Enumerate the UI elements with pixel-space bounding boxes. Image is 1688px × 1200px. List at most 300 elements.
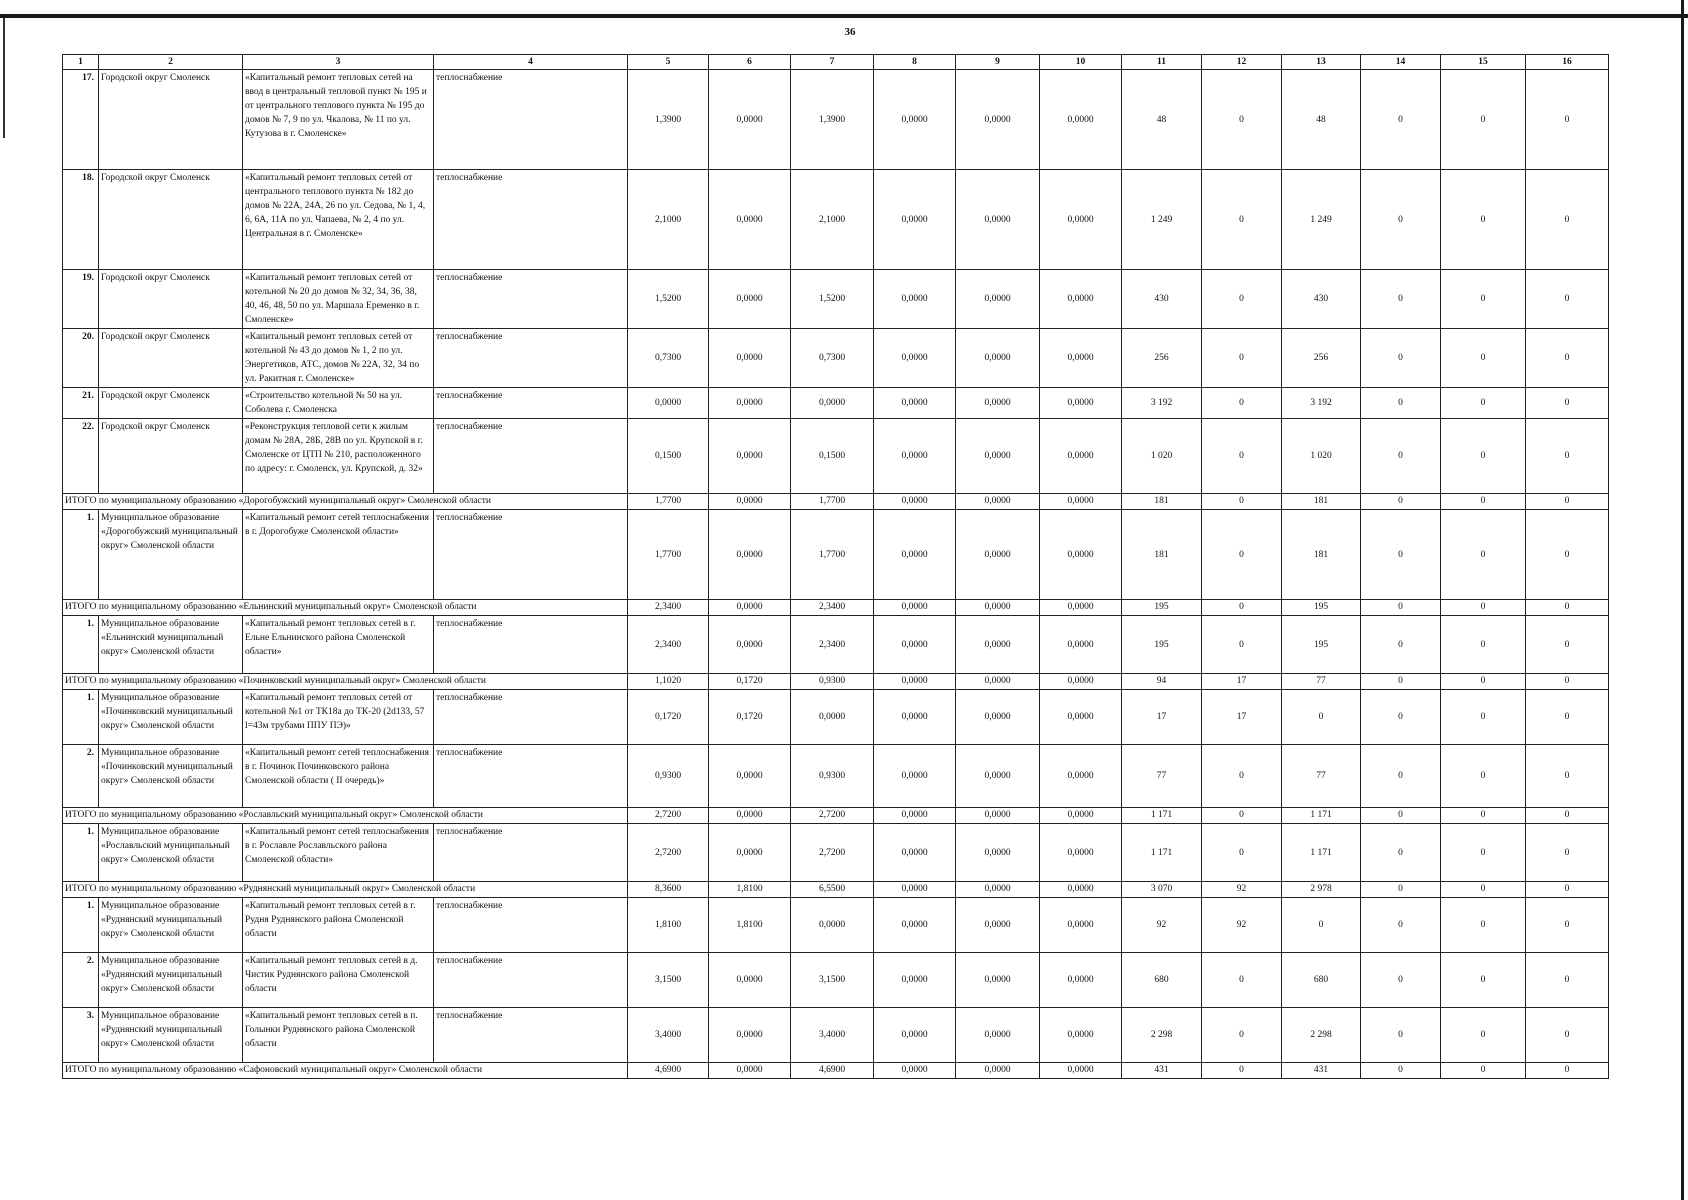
column-header-6: 6 bbox=[709, 55, 791, 70]
object-description-cell: «Капитальный ремонт сетей теплоснабжения в г. Рославле Рославльского района Смоленской области» bbox=[243, 824, 434, 882]
value-cell-col-10: 0,0000 bbox=[1040, 745, 1122, 808]
value-cell-col-11: 77 bbox=[1122, 745, 1202, 808]
value-cell-col-16: 0 bbox=[1526, 674, 1609, 690]
table-row bbox=[63, 898, 1609, 953]
value-cell-col-9: 0,0000 bbox=[956, 270, 1040, 329]
object-description-cell: «Капитальный ремонт тепловых сетей в д. Чистик Руднянского района Смоленской области bbox=[243, 953, 434, 1008]
value-cell-col-6: 0,0000 bbox=[709, 1008, 791, 1063]
table-row bbox=[63, 388, 1609, 419]
total-label: ИТОГО по муниципальному образованию «Ельнинский муниципальный округ» Смоленской области bbox=[63, 600, 628, 616]
value-cell-col-10: 0,0000 bbox=[1040, 70, 1122, 170]
value-cell-col-15: 0 bbox=[1441, 953, 1526, 1008]
value-cell-col-12: 0 bbox=[1202, 270, 1282, 329]
value-cell-col-12: 92 bbox=[1202, 882, 1282, 898]
value-cell-col-5: 4,6900 bbox=[628, 1063, 709, 1079]
value-cell-col-11: 430 bbox=[1122, 270, 1202, 329]
column-header-4: 4 bbox=[434, 55, 628, 70]
value-cell-col-5: 0,0000 bbox=[628, 388, 709, 419]
value-cell-col-14: 0 bbox=[1361, 494, 1441, 510]
value-cell-col-15: 0 bbox=[1441, 898, 1526, 953]
value-cell-col-7: 1,3900 bbox=[791, 70, 874, 170]
value-cell-col-12: 0 bbox=[1202, 510, 1282, 600]
value-cell-col-6: 0,0000 bbox=[709, 329, 791, 388]
column-header-3: 3 bbox=[243, 55, 434, 70]
value-cell-col-5: 8,3600 bbox=[628, 882, 709, 898]
total-label: ИТОГО по муниципальному образованию «Рославльский муниципальный округ» Смоленской области bbox=[63, 808, 628, 824]
value-cell-col-11: 1 020 bbox=[1122, 419, 1202, 494]
table-row bbox=[63, 953, 1609, 1008]
value-cell-col-15: 0 bbox=[1441, 808, 1526, 824]
value-cell-col-9: 0,0000 bbox=[956, 882, 1040, 898]
value-cell-col-11: 181 bbox=[1122, 494, 1202, 510]
row-number: 1. bbox=[63, 510, 99, 600]
column-header-5: 5 bbox=[628, 55, 709, 70]
value-cell-col-13: 181 bbox=[1282, 510, 1361, 600]
scan-top-border bbox=[0, 14, 1688, 18]
value-cell-col-7: 1,7700 bbox=[791, 494, 874, 510]
value-cell-col-9: 0,0000 bbox=[956, 1008, 1040, 1063]
value-cell-col-6: 0,0000 bbox=[709, 616, 791, 674]
total-label: ИТОГО по муниципальному образованию «Руднянский муниципальный округ» Смоленской области bbox=[63, 882, 628, 898]
value-cell-col-5: 0,7300 bbox=[628, 329, 709, 388]
value-cell-col-11: 3 070 bbox=[1122, 882, 1202, 898]
value-cell-col-10: 0,0000 bbox=[1040, 616, 1122, 674]
value-cell-col-6: 0,0000 bbox=[709, 419, 791, 494]
value-cell-col-6: 0,0000 bbox=[709, 600, 791, 616]
value-cell-col-13: 195 bbox=[1282, 616, 1361, 674]
value-cell-col-12: 0 bbox=[1202, 1008, 1282, 1063]
category-cell: теплоснабжение bbox=[434, 270, 628, 329]
value-cell-col-5: 2,3400 bbox=[628, 600, 709, 616]
value-cell-col-10: 0,0000 bbox=[1040, 674, 1122, 690]
value-cell-col-13: 2 978 bbox=[1282, 882, 1361, 898]
value-cell-col-9: 0,0000 bbox=[956, 824, 1040, 882]
value-cell-col-15: 0 bbox=[1441, 329, 1526, 388]
value-cell-col-10: 0,0000 bbox=[1040, 170, 1122, 270]
object-description-cell: «Строительство котельной № 50 на ул. Соболева г. Смоленска bbox=[243, 388, 434, 419]
value-cell-col-7: 0,9300 bbox=[791, 745, 874, 808]
value-cell-col-14: 0 bbox=[1361, 600, 1441, 616]
column-header-1: 1 bbox=[63, 55, 99, 70]
value-cell-col-6: 0,0000 bbox=[709, 953, 791, 1008]
column-header-2: 2 bbox=[99, 55, 243, 70]
value-cell-col-13: 1 249 bbox=[1282, 170, 1361, 270]
total-label: ИТОГО по муниципальному образованию «Дорогобужский муниципальный округ» Смоленской области bbox=[63, 494, 628, 510]
table-row bbox=[63, 329, 1609, 388]
value-cell-col-16: 0 bbox=[1526, 510, 1609, 600]
value-cell-col-8: 0,0000 bbox=[874, 898, 956, 953]
object-description-cell: «Капитальный ремонт тепловых сетей в п. Голынки Руднянского района Смоленской области bbox=[243, 1008, 434, 1063]
category-cell: теплоснабжение bbox=[434, 510, 628, 600]
value-cell-col-8: 0,0000 bbox=[874, 270, 956, 329]
value-cell-col-16: 0 bbox=[1526, 824, 1609, 882]
value-cell-col-9: 0,0000 bbox=[956, 898, 1040, 953]
value-cell-col-13: 2 298 bbox=[1282, 1008, 1361, 1063]
value-cell-col-14: 0 bbox=[1361, 824, 1441, 882]
value-cell-col-16: 0 bbox=[1526, 494, 1609, 510]
value-cell-col-13: 0 bbox=[1282, 898, 1361, 953]
value-cell-col-13: 430 bbox=[1282, 270, 1361, 329]
value-cell-col-11: 48 bbox=[1122, 70, 1202, 170]
table-row bbox=[63, 170, 1609, 270]
value-cell-col-9: 0,0000 bbox=[956, 70, 1040, 170]
municipality-cell: Городской округ Смоленск bbox=[99, 388, 243, 419]
value-cell-col-13: 1 171 bbox=[1282, 808, 1361, 824]
value-cell-col-16: 0 bbox=[1526, 600, 1609, 616]
data-table bbox=[62, 54, 1609, 1079]
value-cell-col-6: 0,0000 bbox=[709, 510, 791, 600]
value-cell-col-14: 0 bbox=[1361, 1008, 1441, 1063]
total-label: ИТОГО по муниципальному образованию «Сафоновский муниципальный округ» Смоленской области bbox=[63, 1063, 628, 1079]
value-cell-col-11: 1 171 bbox=[1122, 808, 1202, 824]
table-row bbox=[63, 824, 1609, 882]
value-cell-col-12: 0 bbox=[1202, 419, 1282, 494]
category-cell: теплоснабжение bbox=[434, 419, 628, 494]
value-cell-col-14: 0 bbox=[1361, 882, 1441, 898]
value-cell-col-14: 0 bbox=[1361, 388, 1441, 419]
value-cell-col-5: 1,3900 bbox=[628, 70, 709, 170]
value-cell-col-14: 0 bbox=[1361, 70, 1441, 170]
value-cell-col-5: 0,1500 bbox=[628, 419, 709, 494]
value-cell-col-8: 0,0000 bbox=[874, 674, 956, 690]
value-cell-col-5: 1,5200 bbox=[628, 270, 709, 329]
value-cell-col-14: 0 bbox=[1361, 808, 1441, 824]
column-header-9: 9 bbox=[956, 55, 1040, 70]
value-cell-col-10: 0,0000 bbox=[1040, 808, 1122, 824]
value-cell-col-16: 0 bbox=[1526, 270, 1609, 329]
value-cell-col-9: 0,0000 bbox=[956, 510, 1040, 600]
table-row bbox=[63, 419, 1609, 494]
value-cell-col-11: 92 bbox=[1122, 898, 1202, 953]
value-cell-col-7: 2,7200 bbox=[791, 824, 874, 882]
value-cell-col-5: 3,1500 bbox=[628, 953, 709, 1008]
value-cell-col-16: 0 bbox=[1526, 898, 1609, 953]
category-cell: теплоснабжение bbox=[434, 70, 628, 170]
object-description-cell: «Реконструкция тепловой сети к жилым домам № 28А, 28Б, 28В по ул. Крупской в г. Смоленске от ЦТП № 210, расположенного по адресу: г. Смоленск, ул. Крупской, д. 32» bbox=[243, 419, 434, 494]
value-cell-col-8: 0,0000 bbox=[874, 882, 956, 898]
value-cell-col-10: 0,0000 bbox=[1040, 329, 1122, 388]
value-cell-col-5: 1,7700 bbox=[628, 510, 709, 600]
value-cell-col-14: 0 bbox=[1361, 674, 1441, 690]
value-cell-col-11: 195 bbox=[1122, 616, 1202, 674]
municipality-cell: Городской округ Смоленск bbox=[99, 270, 243, 329]
table-row bbox=[63, 270, 1609, 329]
value-cell-col-5: 2,7200 bbox=[628, 824, 709, 882]
value-cell-col-13: 1 020 bbox=[1282, 419, 1361, 494]
category-cell: теплоснабжение bbox=[434, 745, 628, 808]
category-cell: теплоснабжение bbox=[434, 953, 628, 1008]
value-cell-col-11: 17 bbox=[1122, 690, 1202, 745]
value-cell-col-6: 1,8100 bbox=[709, 882, 791, 898]
value-cell-col-5: 2,3400 bbox=[628, 616, 709, 674]
municipality-cell: Муниципальное образование «Руднянский муниципальный округ» Смоленской области bbox=[99, 953, 243, 1008]
municipality-cell: Городской округ Смоленск bbox=[99, 419, 243, 494]
value-cell-col-15: 0 bbox=[1441, 170, 1526, 270]
total-row bbox=[63, 808, 1609, 824]
category-cell: теплоснабжение bbox=[434, 388, 628, 419]
value-cell-col-13: 0 bbox=[1282, 690, 1361, 745]
value-cell-col-8: 0,0000 bbox=[874, 419, 956, 494]
value-cell-col-11: 431 bbox=[1122, 1063, 1202, 1079]
value-cell-col-8: 0,0000 bbox=[874, 1008, 956, 1063]
value-cell-col-11: 1 249 bbox=[1122, 170, 1202, 270]
row-number: 1. bbox=[63, 898, 99, 953]
value-cell-col-14: 0 bbox=[1361, 329, 1441, 388]
value-cell-col-14: 0 bbox=[1361, 170, 1441, 270]
value-cell-col-6: 0,0000 bbox=[709, 70, 791, 170]
total-row bbox=[63, 494, 1609, 510]
value-cell-col-13: 48 bbox=[1282, 70, 1361, 170]
municipality-cell: Муниципальное образование «Руднянский муниципальный округ» Смоленской области bbox=[99, 1008, 243, 1063]
row-number: 21. bbox=[63, 388, 99, 419]
table-row bbox=[63, 70, 1609, 170]
value-cell-col-16: 0 bbox=[1526, 1008, 1609, 1063]
value-cell-col-9: 0,0000 bbox=[956, 690, 1040, 745]
object-description-cell: «Капитальный ремонт тепловых сетей от центрального теплового пункта № 182 до домов № 22А, 24А, 26 по ул. Седова, № 1, 4, 6, 6А, 11А по ул. Чапаева, № 2, 4 по ул. Центральная в г. Смоленске» bbox=[243, 170, 434, 270]
municipality-cell: Городской округ Смоленск bbox=[99, 329, 243, 388]
value-cell-col-7: 6,5500 bbox=[791, 882, 874, 898]
value-cell-col-6: 0,0000 bbox=[709, 388, 791, 419]
value-cell-col-5: 1,7700 bbox=[628, 494, 709, 510]
value-cell-col-6: 0,0000 bbox=[709, 745, 791, 808]
value-cell-col-12: 0 bbox=[1202, 600, 1282, 616]
object-description-cell: «Капитальный ремонт тепловых сетей в г. Рудня Руднянского района Смоленской области bbox=[243, 898, 434, 953]
category-cell: теплоснабжение bbox=[434, 690, 628, 745]
page-number: 36 bbox=[844, 26, 856, 38]
value-cell-col-12: 0 bbox=[1202, 824, 1282, 882]
value-cell-col-15: 0 bbox=[1441, 882, 1526, 898]
municipality-cell: Муниципальное образование «Починковский муниципальный округ» Смоленской области bbox=[99, 745, 243, 808]
value-cell-col-10: 0,0000 bbox=[1040, 898, 1122, 953]
scan-right-border bbox=[1681, 0, 1684, 1200]
value-cell-col-7: 0,7300 bbox=[791, 329, 874, 388]
value-cell-col-16: 0 bbox=[1526, 616, 1609, 674]
municipality-cell: Городской округ Смоленск bbox=[99, 70, 243, 170]
value-cell-col-16: 0 bbox=[1526, 690, 1609, 745]
value-cell-col-9: 0,0000 bbox=[956, 170, 1040, 270]
value-cell-col-13: 181 bbox=[1282, 494, 1361, 510]
row-number: 2. bbox=[63, 953, 99, 1008]
value-cell-col-8: 0,0000 bbox=[874, 510, 956, 600]
value-cell-col-11: 3 192 bbox=[1122, 388, 1202, 419]
value-cell-col-14: 0 bbox=[1361, 745, 1441, 808]
value-cell-col-12: 0 bbox=[1202, 616, 1282, 674]
municipality-cell: Муниципальное образование «Дорогобужский муниципальный округ» Смоленской области bbox=[99, 510, 243, 600]
value-cell-col-15: 0 bbox=[1441, 1008, 1526, 1063]
value-cell-col-13: 77 bbox=[1282, 674, 1361, 690]
value-cell-col-11: 181 bbox=[1122, 510, 1202, 600]
value-cell-col-15: 0 bbox=[1441, 270, 1526, 329]
value-cell-col-15: 0 bbox=[1441, 616, 1526, 674]
value-cell-col-11: 680 bbox=[1122, 953, 1202, 1008]
value-cell-col-6: 0,0000 bbox=[709, 1063, 791, 1079]
value-cell-col-7: 0,0000 bbox=[791, 898, 874, 953]
value-cell-col-12: 0 bbox=[1202, 388, 1282, 419]
value-cell-col-15: 0 bbox=[1441, 494, 1526, 510]
value-cell-col-12: 92 bbox=[1202, 898, 1282, 953]
value-cell-col-8: 0,0000 bbox=[874, 1063, 956, 1079]
value-cell-col-10: 0,0000 bbox=[1040, 388, 1122, 419]
object-description-cell: «Капитальный ремонт тепловых сетей на ввод в центральный тепловой пункт № 195 и от центрального теплового пункта № 195 до домов № 7, 9 по ул. Чкалова, № 11 по ул. Кутузова в г. Смоленске» bbox=[243, 70, 434, 170]
column-header-11: 11 bbox=[1122, 55, 1202, 70]
category-cell: теплоснабжение bbox=[434, 1008, 628, 1063]
value-cell-col-7: 2,1000 bbox=[791, 170, 874, 270]
row-number: 22. bbox=[63, 419, 99, 494]
value-cell-col-15: 0 bbox=[1441, 70, 1526, 170]
value-cell-col-12: 0 bbox=[1202, 170, 1282, 270]
value-cell-col-7: 3,1500 bbox=[791, 953, 874, 1008]
total-label: ИТОГО по муниципальному образованию «Починковский муниципальный округ» Смоленской области bbox=[63, 674, 628, 690]
object-description-cell: «Капитальный ремонт тепловых сетей в г. Ельне Ельнинского района Смоленской области» bbox=[243, 616, 434, 674]
municipality-cell: Муниципальное образование «Ельнинский муниципальный округ» Смоленской области bbox=[99, 616, 243, 674]
value-cell-col-8: 0,0000 bbox=[874, 170, 956, 270]
value-cell-col-14: 0 bbox=[1361, 270, 1441, 329]
value-cell-col-8: 0,0000 bbox=[874, 690, 956, 745]
value-cell-col-16: 0 bbox=[1526, 70, 1609, 170]
value-cell-col-7: 0,0000 bbox=[791, 690, 874, 745]
row-number: 2. bbox=[63, 745, 99, 808]
value-cell-col-6: 0,1720 bbox=[709, 690, 791, 745]
value-cell-col-14: 0 bbox=[1361, 510, 1441, 600]
object-description-cell: «Капитальный ремонт сетей теплоснабжения в г. Дорогобуже Смоленской области» bbox=[243, 510, 434, 600]
value-cell-col-6: 0,0000 bbox=[709, 170, 791, 270]
value-cell-col-8: 0,0000 bbox=[874, 494, 956, 510]
value-cell-col-10: 0,0000 bbox=[1040, 510, 1122, 600]
object-description-cell: «Капитальный ремонт сетей теплоснабжения в г. Починок Починковского района Смоленской области ( II очередь)» bbox=[243, 745, 434, 808]
value-cell-col-16: 0 bbox=[1526, 808, 1609, 824]
value-cell-col-15: 0 bbox=[1441, 1063, 1526, 1079]
row-number: 19. bbox=[63, 270, 99, 329]
row-number: 1. bbox=[63, 616, 99, 674]
scan-left-border bbox=[3, 18, 5, 138]
value-cell-col-15: 0 bbox=[1441, 824, 1526, 882]
object-description-cell: «Капитальный ремонт тепловых сетей от котельной № 20 до домов № 32, 34, 36, 38, 40, 46, 48, 50 по ул. Маршала Еременко в г. Смоленске» bbox=[243, 270, 434, 329]
value-cell-col-15: 0 bbox=[1441, 600, 1526, 616]
municipality-cell: Муниципальное образование «Починковский муниципальный округ» Смоленской области bbox=[99, 690, 243, 745]
value-cell-col-8: 0,0000 bbox=[874, 388, 956, 419]
value-cell-col-13: 256 bbox=[1282, 329, 1361, 388]
column-header-13: 13 bbox=[1282, 55, 1361, 70]
value-cell-col-8: 0,0000 bbox=[874, 808, 956, 824]
value-cell-col-7: 0,1500 bbox=[791, 419, 874, 494]
value-cell-col-14: 0 bbox=[1361, 1063, 1441, 1079]
object-description-cell: «Капитальный ремонт тепловых сетей от котельной №1 от ТК18а до ТК-20 (2d133, 57 l=43м трубами ППУ ПЭ)» bbox=[243, 690, 434, 745]
value-cell-col-9: 0,0000 bbox=[956, 600, 1040, 616]
table-row bbox=[63, 616, 1609, 674]
municipality-cell: Муниципальное образование «Руднянский муниципальный округ» Смоленской области bbox=[99, 898, 243, 953]
value-cell-col-7: 0,9300 bbox=[791, 674, 874, 690]
value-cell-col-14: 0 bbox=[1361, 616, 1441, 674]
value-cell-col-9: 0,0000 bbox=[956, 616, 1040, 674]
value-cell-col-14: 0 bbox=[1361, 419, 1441, 494]
value-cell-col-10: 0,0000 bbox=[1040, 690, 1122, 745]
category-cell: теплоснабжение bbox=[434, 898, 628, 953]
value-cell-col-6: 0,0000 bbox=[709, 824, 791, 882]
value-cell-col-11: 2 298 bbox=[1122, 1008, 1202, 1063]
category-cell: теплоснабжение bbox=[434, 329, 628, 388]
value-cell-col-14: 0 bbox=[1361, 953, 1441, 1008]
value-cell-col-12: 0 bbox=[1202, 953, 1282, 1008]
value-cell-col-7: 2,3400 bbox=[791, 600, 874, 616]
value-cell-col-9: 0,0000 bbox=[956, 953, 1040, 1008]
value-cell-col-16: 0 bbox=[1526, 419, 1609, 494]
row-number: 1. bbox=[63, 690, 99, 745]
value-cell-col-12: 0 bbox=[1202, 745, 1282, 808]
value-cell-col-5: 1,8100 bbox=[628, 898, 709, 953]
value-cell-col-12: 0 bbox=[1202, 494, 1282, 510]
column-header-7: 7 bbox=[791, 55, 874, 70]
table-row bbox=[63, 745, 1609, 808]
value-cell-col-7: 1,7700 bbox=[791, 510, 874, 600]
column-header-10: 10 bbox=[1040, 55, 1122, 70]
value-cell-col-12: 0 bbox=[1202, 1063, 1282, 1079]
value-cell-col-5: 2,7200 bbox=[628, 808, 709, 824]
value-cell-col-8: 0,0000 bbox=[874, 824, 956, 882]
value-cell-col-12: 17 bbox=[1202, 674, 1282, 690]
value-cell-col-10: 0,0000 bbox=[1040, 1063, 1122, 1079]
value-cell-col-15: 0 bbox=[1441, 690, 1526, 745]
value-cell-col-9: 0,0000 bbox=[956, 1063, 1040, 1079]
category-cell: теплоснабжение bbox=[434, 616, 628, 674]
value-cell-col-15: 0 bbox=[1441, 419, 1526, 494]
value-cell-col-8: 0,0000 bbox=[874, 953, 956, 1008]
value-cell-col-10: 0,0000 bbox=[1040, 494, 1122, 510]
total-row bbox=[63, 600, 1609, 616]
value-cell-col-5: 0,9300 bbox=[628, 745, 709, 808]
row-number: 20. bbox=[63, 329, 99, 388]
value-cell-col-12: 17 bbox=[1202, 690, 1282, 745]
value-cell-col-13: 3 192 bbox=[1282, 388, 1361, 419]
value-cell-col-8: 0,0000 bbox=[874, 745, 956, 808]
value-cell-col-11: 195 bbox=[1122, 600, 1202, 616]
column-header-8: 8 bbox=[874, 55, 956, 70]
municipality-cell: Муниципальное образование «Рославльский муниципальный округ» Смоленской области bbox=[99, 824, 243, 882]
value-cell-col-9: 0,0000 bbox=[956, 419, 1040, 494]
table-row bbox=[63, 1008, 1609, 1063]
category-cell: теплоснабжение bbox=[434, 170, 628, 270]
value-cell-col-7: 0,0000 bbox=[791, 388, 874, 419]
column-header-14: 14 bbox=[1361, 55, 1441, 70]
row-number: 1. bbox=[63, 824, 99, 882]
value-cell-col-12: 0 bbox=[1202, 329, 1282, 388]
value-cell-col-10: 0,0000 bbox=[1040, 1008, 1122, 1063]
total-row bbox=[63, 674, 1609, 690]
value-cell-col-9: 0,0000 bbox=[956, 674, 1040, 690]
value-cell-col-9: 0,0000 bbox=[956, 329, 1040, 388]
value-cell-col-16: 0 bbox=[1526, 388, 1609, 419]
column-header-15: 15 bbox=[1441, 55, 1526, 70]
value-cell-col-13: 680 bbox=[1282, 953, 1361, 1008]
value-cell-col-16: 0 bbox=[1526, 745, 1609, 808]
municipality-cell: Городской округ Смоленск bbox=[99, 170, 243, 270]
column-header-16: 16 bbox=[1526, 55, 1609, 70]
value-cell-col-15: 0 bbox=[1441, 674, 1526, 690]
value-cell-col-15: 0 bbox=[1441, 745, 1526, 808]
table-row bbox=[63, 690, 1609, 745]
value-cell-col-6: 0,0000 bbox=[709, 494, 791, 510]
value-cell-col-12: 0 bbox=[1202, 808, 1282, 824]
value-cell-col-10: 0,0000 bbox=[1040, 600, 1122, 616]
object-description-cell: «Капитальный ремонт тепловых сетей от котельной № 43 до домов № 1, 2 по ул. Энергетиков, АТС, домов № 22А, 32, 34 по ул. Ракитная г. Смоленске» bbox=[243, 329, 434, 388]
value-cell-col-9: 0,0000 bbox=[956, 388, 1040, 419]
value-cell-col-13: 77 bbox=[1282, 745, 1361, 808]
value-cell-col-10: 0,0000 bbox=[1040, 270, 1122, 329]
value-cell-col-5: 0,1720 bbox=[628, 690, 709, 745]
value-cell-col-9: 0,0000 bbox=[956, 494, 1040, 510]
value-cell-col-16: 0 bbox=[1526, 329, 1609, 388]
value-cell-col-11: 256 bbox=[1122, 329, 1202, 388]
value-cell-col-10: 0,0000 bbox=[1040, 953, 1122, 1008]
